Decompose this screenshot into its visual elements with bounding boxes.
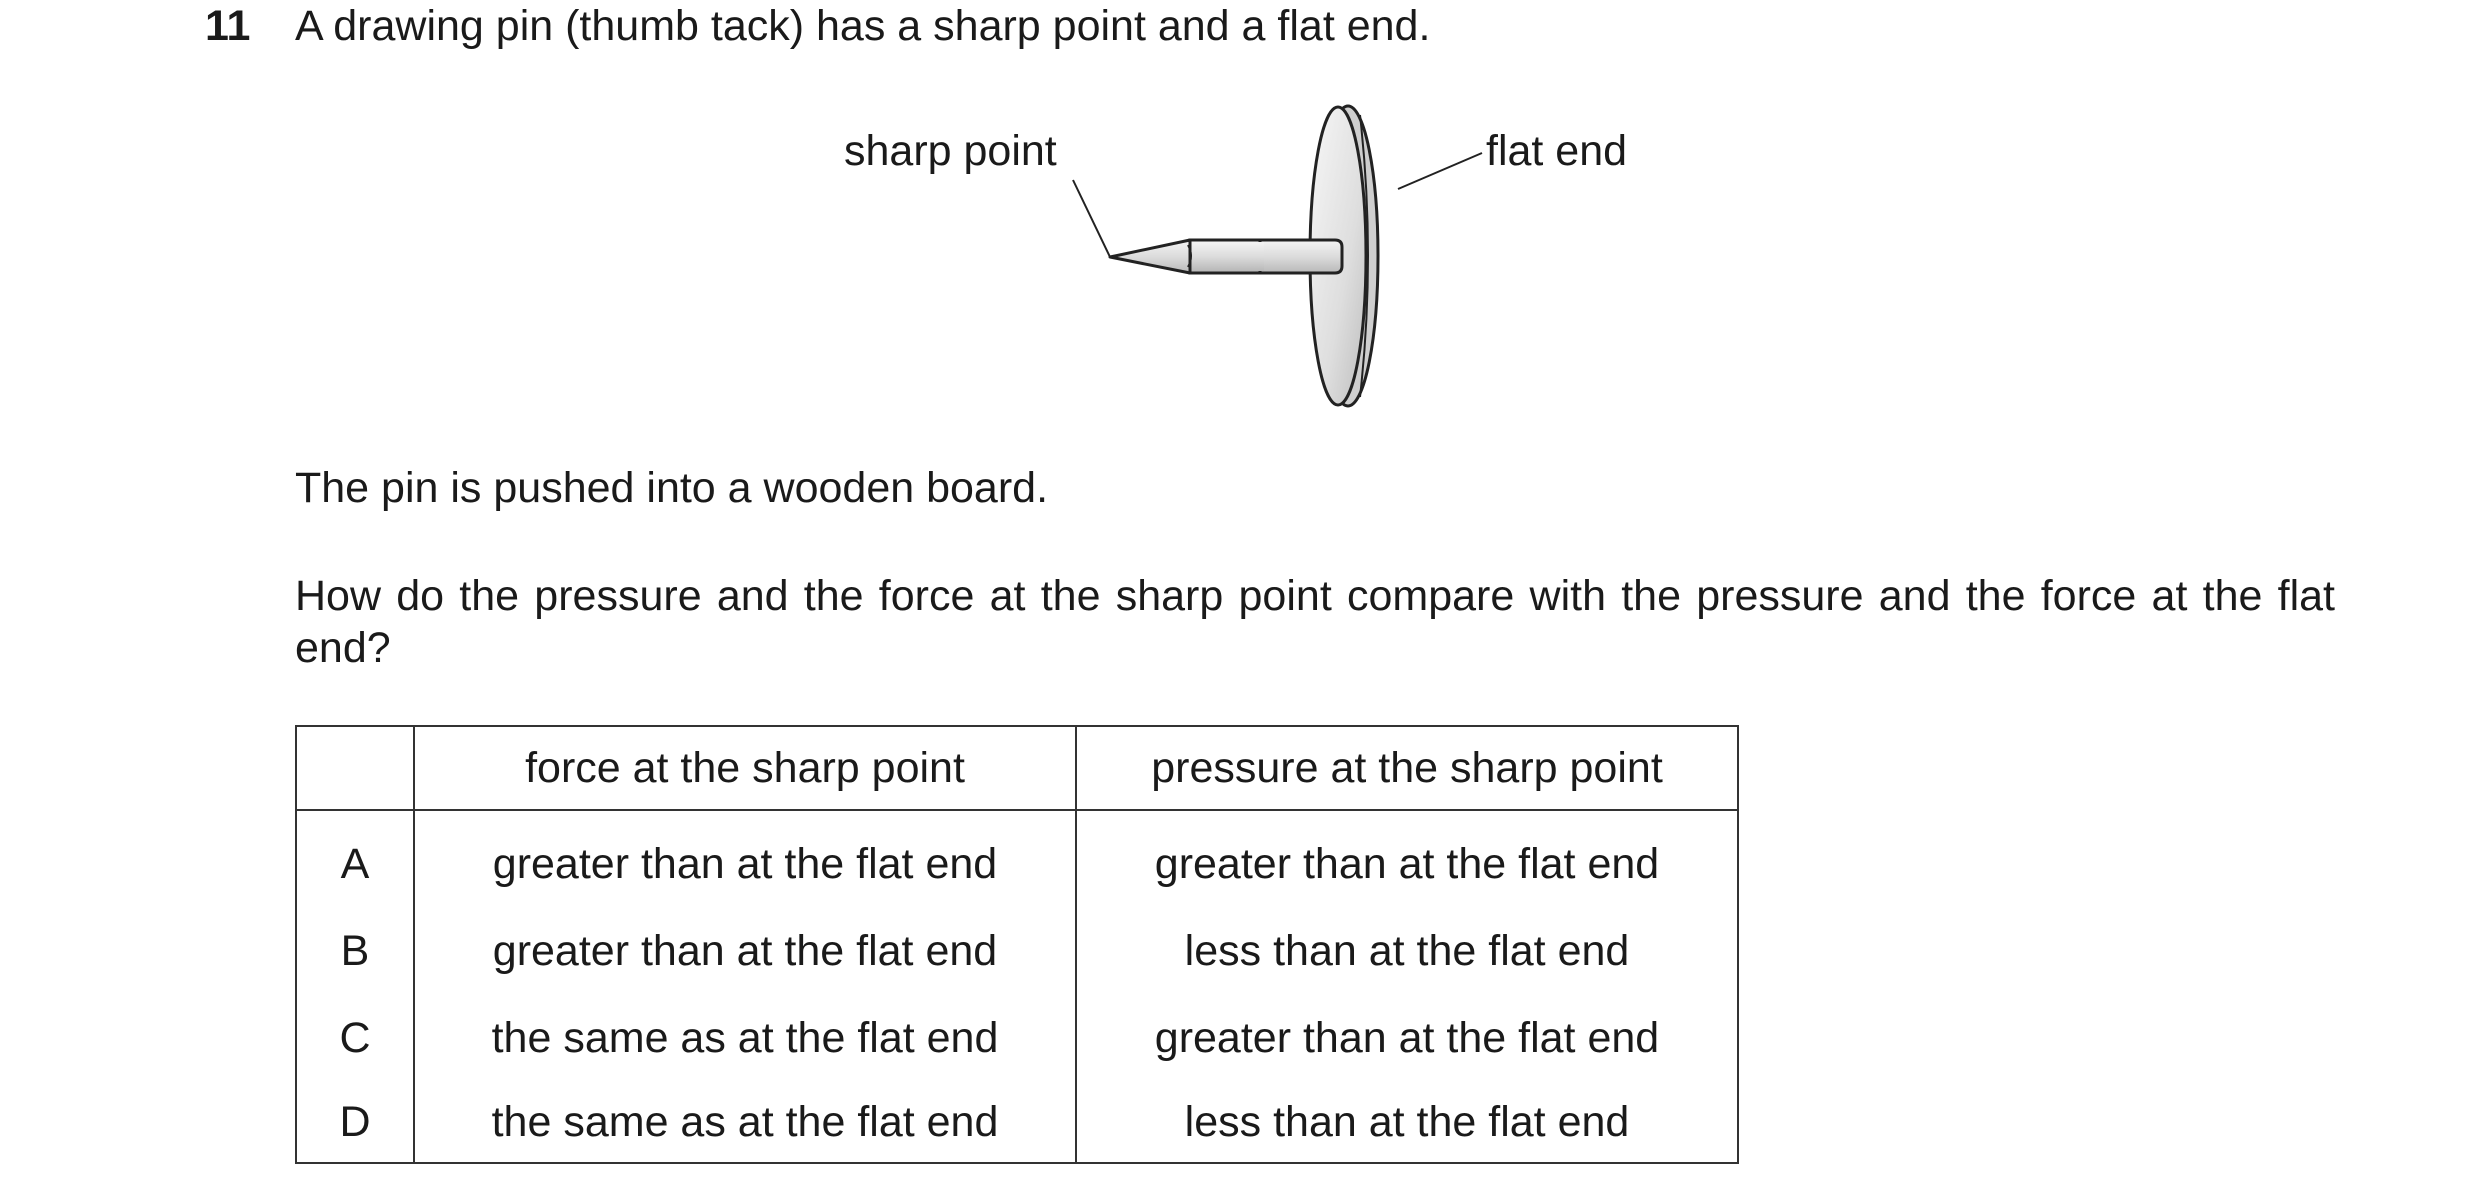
header-pressure: pressure at the sharp point <box>1076 726 1738 810</box>
sharp-point-leader-line <box>1073 180 1110 257</box>
option-row-a[interactable] <box>296 810 1738 908</box>
flat-end-leader-line <box>1398 153 1482 189</box>
option-letter: C <box>296 995 414 1082</box>
option-letter: A <box>296 810 414 908</box>
sharp-point-label: sharp point <box>844 127 1057 175</box>
option-row-d[interactable] <box>296 1082 1738 1163</box>
context-paragraph: The pin is pushed into a wooden board. <box>295 464 1049 512</box>
question-prompt: How do the pressure and the force at the sharp point compare with the pressure and the force at the flat end? <box>295 572 2335 672</box>
pin-tip <box>1110 240 1190 273</box>
option-pressure: less than at the flat end <box>1076 908 1738 995</box>
header-force: force at the sharp point <box>414 726 1076 810</box>
option-force: the same as at the flat end <box>414 1082 1076 1163</box>
option-force: greater than at the flat end <box>414 810 1076 908</box>
question-text: A drawing pin (thumb tack) has a sharp point and a flat end. <box>295 2 1431 50</box>
pin-shaft-front <box>1260 240 1342 273</box>
option-row-b[interactable] <box>296 908 1738 995</box>
option-pressure: greater than at the flat end <box>1076 810 1738 908</box>
question-number: 11 <box>205 2 251 50</box>
option-letter: D <box>296 1082 414 1163</box>
table-header-row <box>296 726 1738 810</box>
option-pressure: greater than at the flat end <box>1076 995 1738 1082</box>
answer-options-table <box>295 725 1739 1164</box>
drawing-pin-figure <box>820 95 1670 425</box>
option-force: the same as at the flat end <box>414 995 1076 1082</box>
option-row-c[interactable] <box>296 995 1738 1082</box>
header-cell-blank <box>296 726 414 810</box>
option-letter: B <box>296 908 414 995</box>
option-pressure: less than at the flat end <box>1076 1082 1738 1163</box>
flat-end-label: flat end <box>1486 127 1628 175</box>
option-force: greater than at the flat end <box>414 908 1076 995</box>
